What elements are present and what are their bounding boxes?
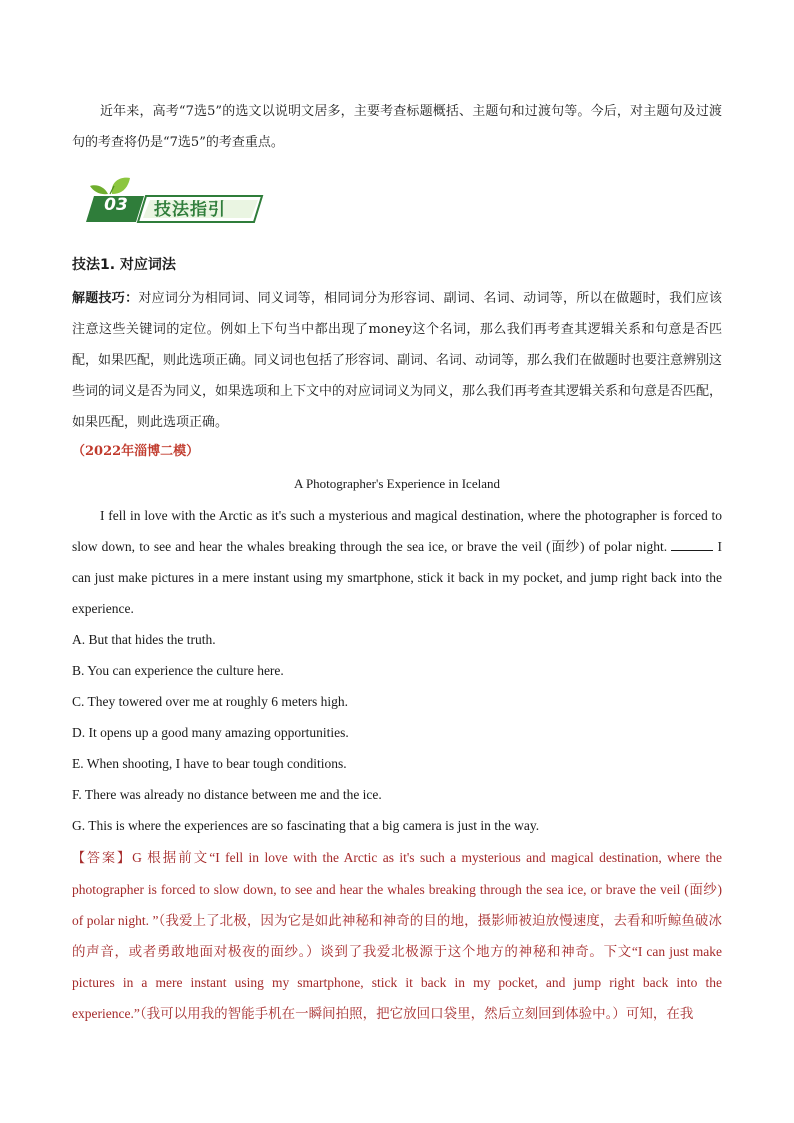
tips-paragraph bbox=[72, 283, 722, 438]
answer-paragraph bbox=[72, 842, 722, 1029]
option-item: D. It opens up a good many amazing opportunities. bbox=[72, 725, 349, 740]
passage-title: A Photographer's Experience in Iceland bbox=[294, 476, 500, 491]
tips-label: 解题技巧： bbox=[72, 291, 139, 306]
option-item: C. They towered over me at roughly 6 meters high. bbox=[72, 694, 349, 709]
option-item: G. This is where the experiences are so fascinating that a big camera is just in the way. bbox=[72, 818, 540, 833]
option-item: E. When shooting, I have to bear tough conditions. bbox=[72, 756, 347, 771]
passage-paragraph bbox=[72, 500, 722, 624]
answer-text: G 根据前文“I fell in love with the Arctic as it's such a mysterious and magical destination, where the photographer is forced to slow down, to see and hear the whales breaking through the sea ice, or brave the veil (面纱) of polar night. ”（我爱上了北极，因为它是如此神秘和神奇的目的地，摄影师被迫放慢速度，去看和听鲸鱼破冰的声音，或者勇敢地面对极夜的面纱。）谈到了我爱北极源于这个地方的神秘和神奇。下文“I can just make pictures in a mere instant using my smartphone, stick it back in my pocket, and jump right back into the experience.”（我可以用我的智能手机在一瞬间拍照，把它放回口袋里，然后立刻回到体验中。）可知，在我 bbox=[72, 850, 722, 1021]
passage-text-after-blank: I can just make pictures in a mere instant using my smartphone, stick it back in my pocket, and jump right back into the experience. bbox=[72, 539, 722, 616]
options-list bbox=[72, 624, 722, 841]
option-item: A. But that hides the truth. bbox=[72, 632, 216, 647]
leaf-icon bbox=[90, 178, 130, 195]
option-item: B. You can experience the culture here. bbox=[72, 663, 284, 678]
section-number: 03 bbox=[104, 195, 128, 215]
passage-text-before-blank: I fell in love with the Arctic as it's such a mysterious and magical destination, where the photographer is forced to slow down, to see and hear the whales breaking through the sea ice, or brave the veil (面纱) of polar night. bbox=[72, 508, 722, 554]
intro-paragraph: 近年来，高考“7选5”的选文以说明文居多，主要考查标题概括、主题句和过渡句等。今后，对主题句及过渡句的考查将仍是“7选5”的考查重点。 bbox=[72, 104, 722, 150]
option-item: F. There was already no distance between me and the ice. bbox=[72, 787, 382, 802]
exercise-source: （2022年淄博二模） bbox=[72, 444, 200, 459]
section-title: 技法指引 bbox=[154, 200, 226, 220]
tips-text: 对应词分为相同词、同义词等，相同词分为形容词、副词、名词、动词等，所以在做题时，我们应该注意这些关键词的定位。例如上下句当中都出现了money这个名词，那么我们再考查其逻辑关系和句意是否匹配，如果匹配，则此选项正确。同义词也包括了形容词、副词、名词、动词等，那么我们在做题时也要注意辨别这些词的词义是否为同义，如果选项和上下文中的对应词词义为同义，那么我们再考查其逻辑关系和句意是否匹配，如果匹配，则此选项正确。 bbox=[72, 291, 723, 430]
answer-blank bbox=[671, 536, 713, 551]
technique-heading: 技法1. 对应词法 bbox=[72, 257, 176, 273]
section-badge bbox=[84, 176, 264, 226]
answer-tag: 【答案】 bbox=[72, 851, 133, 866]
